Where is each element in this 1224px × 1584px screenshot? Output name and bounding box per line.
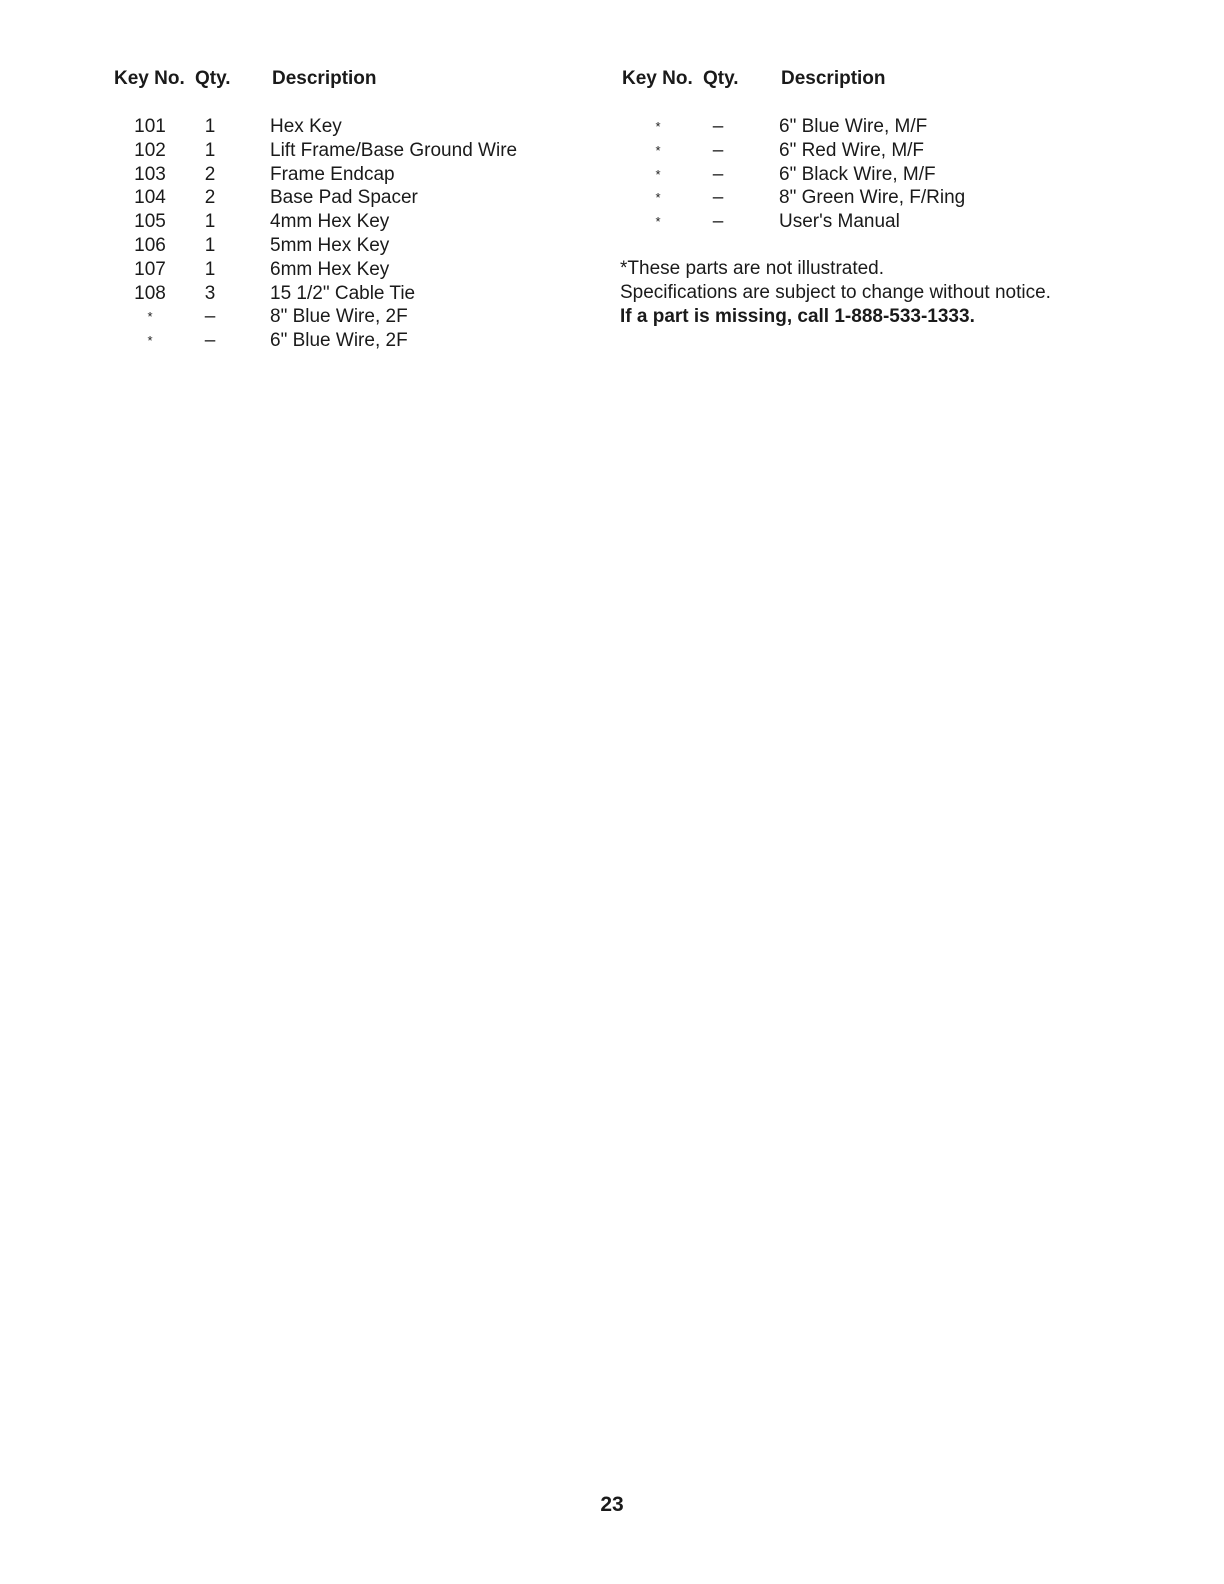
parts-list-right xyxy=(622,66,1142,234)
not-illustrated-note: *These parts are not illustrated. xyxy=(620,258,885,279)
description-cell: Lift Frame/Base Ground Wire xyxy=(270,139,518,161)
key-no-cell: 103 xyxy=(134,163,166,185)
parts-list-header xyxy=(114,66,594,96)
parts-rows xyxy=(114,115,594,353)
page-number: 23 xyxy=(600,1493,624,1516)
table-row xyxy=(114,186,594,210)
parts-list-header xyxy=(622,66,1142,96)
key-no-cell: * xyxy=(147,333,153,349)
key-no-cell: 101 xyxy=(134,116,166,137)
table-row xyxy=(622,210,1142,234)
description-cell: 6" Black Wire, M/F xyxy=(779,163,936,185)
header-key-no: Key No. xyxy=(114,68,185,89)
table-row xyxy=(622,163,1142,187)
table-row xyxy=(622,186,1142,210)
key-no-cell: 108 xyxy=(134,282,166,304)
description-cell: 6" Blue Wire, 2F xyxy=(270,330,408,352)
header-key-no: Key No. xyxy=(622,68,693,89)
header-description: Description xyxy=(781,68,886,89)
qty-cell: 2 xyxy=(204,187,216,209)
key-no-cell: * xyxy=(655,142,661,158)
key-no-cell: 107 xyxy=(134,258,166,280)
qty-cell: – xyxy=(712,211,724,233)
description-cell: 15 1/2" Cable Tie xyxy=(270,282,416,304)
qty-cell: 1 xyxy=(204,234,216,256)
parts-notes xyxy=(620,257,1051,329)
table-row xyxy=(622,139,1142,163)
key-no-cell: 104 xyxy=(134,187,166,209)
description-cell: 6mm Hex Key xyxy=(270,258,390,280)
qty-cell: 1 xyxy=(204,211,216,233)
qty-cell: 1 xyxy=(204,258,216,280)
qty-cell: – xyxy=(712,163,724,185)
table-row xyxy=(622,115,1142,139)
table-row xyxy=(114,305,594,329)
header-description: Description xyxy=(272,68,377,89)
table-row xyxy=(114,139,594,163)
key-no-cell: 102 xyxy=(134,139,166,161)
parts-rows xyxy=(622,115,1142,234)
table-row xyxy=(114,115,594,139)
qty-cell: – xyxy=(712,116,724,137)
specifications-note: Specifications are subject to change without notice. xyxy=(620,282,1051,303)
description-cell: 8" Blue Wire, 2F xyxy=(270,306,408,328)
description-cell: Frame Endcap xyxy=(270,163,395,185)
qty-cell: – xyxy=(712,139,724,161)
table-row xyxy=(114,329,594,353)
qty-cell: – xyxy=(712,187,724,209)
description-cell: 4mm Hex Key xyxy=(270,211,390,233)
key-no-cell: * xyxy=(655,214,661,230)
qty-cell: – xyxy=(204,330,216,352)
key-no-cell: * xyxy=(655,166,661,182)
header-qty: Qty. xyxy=(195,68,231,89)
description-cell: User's Manual xyxy=(779,211,900,233)
table-row xyxy=(114,210,594,234)
qty-cell: – xyxy=(204,306,216,328)
description-cell: 5mm Hex Key xyxy=(270,234,390,256)
key-no-cell: * xyxy=(655,119,661,134)
key-no-cell: * xyxy=(147,309,153,325)
description-cell: 6" Red Wire, M/F xyxy=(779,139,925,161)
qty-cell: 2 xyxy=(204,163,216,185)
qty-cell: 1 xyxy=(204,116,216,137)
description-cell: Hex Key xyxy=(270,116,342,137)
qty-cell: 3 xyxy=(204,282,216,304)
description-cell: 6" Blue Wire, M/F xyxy=(779,116,928,137)
description-cell: Base Pad Spacer xyxy=(270,187,418,209)
table-row xyxy=(114,234,594,258)
missing-part-note: If a part is missing, call 1-888-533-1333. xyxy=(620,306,975,327)
qty-cell: 1 xyxy=(204,139,216,161)
description-cell: 8" Green Wire, F/Ring xyxy=(779,187,966,209)
table-row xyxy=(114,282,594,306)
parts-list-left xyxy=(114,66,594,353)
header-qty: Qty. xyxy=(703,68,739,89)
table-row xyxy=(114,163,594,187)
key-no-cell: 105 xyxy=(134,211,166,233)
table-row xyxy=(114,258,594,282)
key-no-cell: 106 xyxy=(134,234,166,256)
key-no-cell: * xyxy=(655,190,661,206)
